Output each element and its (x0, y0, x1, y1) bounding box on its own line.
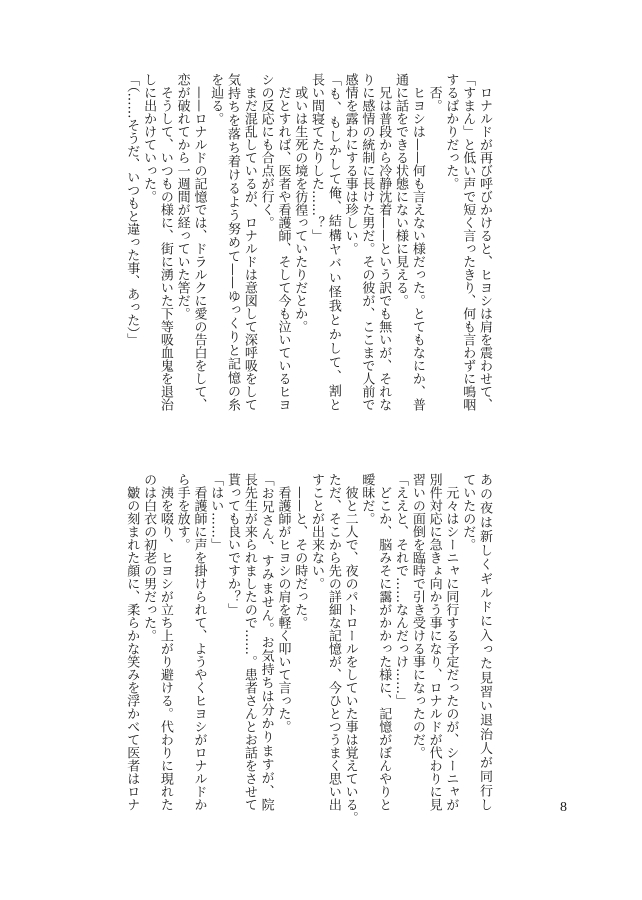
text-line: 曖昧だ。 (359, 473, 375, 525)
text-line: 「お兄さん、すみません。お気持ちは分かりますが、院 (258, 473, 274, 811)
lower-text-tier (122, 473, 492, 824)
text-line: 「も、もしかして俺、結構ヤバい怪我とかして、割と (325, 73, 341, 411)
text-line: 「ええと、それで……なんだっけ……」 (393, 473, 409, 707)
text-line: 兄は普段から冷静沈着——という訳でも無いが、それな (376, 73, 392, 411)
text-line: 元々はシーニャに同行する予定だったのが、シーニャが (443, 473, 459, 811)
text-line: そうして、いつもの様に、街に湧いた下等吸血鬼を退治 (157, 73, 173, 411)
text-line: どこか、脳みそに靄がかかった様に、記憶がぼんやりと (376, 473, 392, 811)
text-line: 貰っても良いですか？」 (225, 473, 241, 616)
text-line: シの反応にも合点が行く。 (258, 73, 274, 229)
text-line: を辿る。 (208, 73, 224, 125)
text-line: りに感情の統制に長けた男だ。その彼が、ここまで人前で (359, 73, 375, 411)
text-line: ていたのだ。 (460, 473, 476, 551)
text-line: 洟を啜り、ヒヨシが立ち上がり避ける。代わりに現れた (157, 473, 173, 811)
text-line: ただ、そこから先の詳細な記憶が、今ひとつうまく思い出 (325, 473, 341, 811)
text-line: しに出かけていった。 (141, 73, 157, 203)
text-line: 習いの面倒を臨時で引き受ける事になったのだ。 (409, 473, 425, 759)
text-line: 感情を露わにする事は珍しい。 (342, 73, 358, 255)
text-line: 皺の刻まれた顔に、柔らかな笑みを浮かべて医者はロナ (124, 473, 140, 811)
text-line: 「（……そうだ、いつもと違った事、あった）」 (124, 73, 140, 346)
text-line: まだ混乱しているが、ロナルドは意図して深呼吸をして (241, 73, 257, 411)
text-line: 「すまん」と低い声で短く言ったきり、何も言わずに鳴咽 (460, 73, 476, 411)
text-line: ヒヨシは——何も言えない様だった。とてもなにか、普 (409, 73, 425, 411)
text-line: 看護師に声を掛けられて、ようやくヒヨシがロナルドか (191, 473, 207, 811)
text-line: 看護師がヒヨシの肩を軽く叩いて言った。 (275, 473, 291, 733)
text-line: のは白衣の初老の男だった。 (141, 473, 157, 642)
text-line: 或いは生死の境を彷徨っていたりだとか。 (292, 73, 308, 333)
text-line: 気持ちを落ち着けるよう努めて——ゆっくりと記憶の糸 (225, 73, 241, 411)
text-line: 別件対応に急きょ向かう事になり、ロナルドが代わりに見 (426, 473, 442, 811)
text-line: だとすれば、医者や看護師、そして今も泣いているヒヨ (275, 73, 291, 411)
text-line: 恋が破れてから一週間が経っていた筈だ。 (174, 73, 190, 320)
text-line: ロナルドが再び呼びかけると、ヒヨシは肩を震わせて、 (477, 73, 492, 411)
text-line: 否。 (426, 73, 442, 112)
text-line: あの夜は新しくギルドに入った見習い退治人が同行し (477, 473, 492, 811)
text-line: 長先生が来られましたので……。患者さんとお話をさせて (241, 473, 257, 811)
text-line: するばかりだった。 (443, 73, 459, 190)
text-line: 通に話をできる状態にない様に見える。 (393, 73, 409, 307)
text-line: ら手を放す。 (174, 473, 190, 551)
text-line: ——ロナルドの記憶では、ドラルクに愛の告白をして、 (191, 73, 207, 411)
text-line: 長い間寝てたりした……？」 (309, 73, 325, 242)
text-line: 彼と二人で、夜のパトロールをしていた事は覚えている。 (342, 473, 358, 824)
text-line: すことが出来ない。 (309, 473, 325, 590)
text-line: ——と、その時だった。 (292, 473, 308, 629)
page-number: 8 (560, 800, 567, 815)
text-line: 「はい……」 (208, 473, 224, 551)
upper-text-tier (122, 73, 492, 411)
